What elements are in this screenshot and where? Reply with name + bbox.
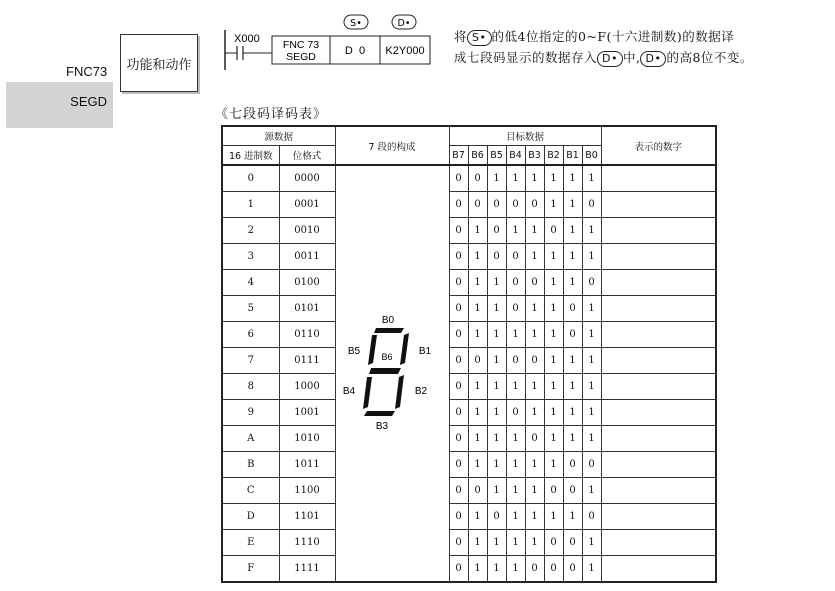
bit-value-cell: 0 bbox=[506, 192, 525, 218]
bit-value-cell: 1 bbox=[506, 530, 525, 556]
table-row bbox=[222, 165, 716, 192]
bit-header: B4 bbox=[506, 146, 525, 166]
bit-value-cell: 1 bbox=[468, 218, 487, 244]
bit-value-cell: 0 bbox=[449, 426, 468, 452]
bit-value-cell: 0 bbox=[468, 478, 487, 504]
seven-segment-diagram bbox=[342, 312, 442, 432]
bit-value-cell: 1 bbox=[468, 426, 487, 452]
bit-value-cell: 0 bbox=[525, 270, 544, 296]
bit-value-cell: 1 bbox=[468, 374, 487, 400]
bit-value-cell: 1 bbox=[468, 504, 487, 530]
bit-value-cell: 1 bbox=[506, 452, 525, 478]
bit-value-cell: 0 bbox=[449, 296, 468, 322]
bit-value-cell: 1 bbox=[525, 530, 544, 556]
bit-value-cell: 1 bbox=[487, 270, 506, 296]
bit-header: B2 bbox=[544, 146, 563, 166]
bit-value-cell: 1 bbox=[487, 374, 506, 400]
bit-value-cell: 1 bbox=[582, 426, 601, 452]
table-row bbox=[222, 504, 716, 530]
bit-value-cell: 1 bbox=[582, 218, 601, 244]
table-row bbox=[222, 400, 716, 426]
bit-value-cell: 1 bbox=[582, 348, 601, 374]
bit-value-cell: 0 bbox=[449, 478, 468, 504]
bit-value-cell: 1 bbox=[468, 322, 487, 348]
display-digit-cell bbox=[601, 452, 716, 478]
bit-value-cell: 0 bbox=[449, 374, 468, 400]
bit-value-cell: 1 bbox=[525, 322, 544, 348]
hex-value-cell: 0 bbox=[222, 165, 279, 192]
bit-header: B1 bbox=[563, 146, 582, 166]
bit-value-cell: 0 bbox=[582, 192, 601, 218]
instruction-description: 将 S• 的低4位指定的0~F(十六进制数)的数据译 成七段码显示的数据存入 D• 中, D• 的高8位不变。 bbox=[454, 29, 753, 65]
bit-header: B6 bbox=[468, 146, 487, 166]
s-operand-badge: S• bbox=[467, 30, 491, 46]
bit-value-cell: 0 bbox=[563, 296, 582, 322]
bit-value-cell: 0 bbox=[563, 322, 582, 348]
bit-value-cell: 0 bbox=[449, 270, 468, 296]
function-box bbox=[120, 34, 198, 92]
source-operand: D 0 bbox=[344, 45, 366, 57]
bit-value-cell: 0 bbox=[487, 244, 506, 270]
seven-segment-table bbox=[221, 125, 717, 583]
hex-value-cell: C bbox=[222, 478, 279, 504]
bit-value-cell: 1 bbox=[544, 270, 563, 296]
display-digit-cell bbox=[601, 192, 716, 218]
bit-value-cell: 1 bbox=[582, 374, 601, 400]
bit-value-cell: 1 bbox=[544, 374, 563, 400]
bit-value-cell: 1 bbox=[544, 426, 563, 452]
bit-value-cell: 0 bbox=[582, 504, 601, 530]
bit-value-cell: 0 bbox=[468, 348, 487, 374]
segment-b6 bbox=[369, 368, 401, 374]
bit-value-cell: 1 bbox=[487, 426, 506, 452]
bit-value-cell: 1 bbox=[525, 400, 544, 426]
table-row bbox=[222, 270, 716, 296]
table-row bbox=[222, 478, 716, 504]
table-row bbox=[222, 426, 716, 452]
bit-value-cell: 0 bbox=[468, 165, 487, 192]
bit-value-cell: 1 bbox=[563, 426, 582, 452]
display-digit-cell bbox=[601, 165, 716, 192]
hex-value-cell: 3 bbox=[222, 244, 279, 270]
bit-value-cell: 1 bbox=[544, 322, 563, 348]
composition-cell bbox=[335, 165, 449, 582]
bit-value-cell: 1 bbox=[582, 478, 601, 504]
table-row bbox=[222, 348, 716, 374]
hex-value-cell: E bbox=[222, 530, 279, 556]
bit-value-cell: 0 bbox=[506, 296, 525, 322]
hex-value-cell: 6 bbox=[222, 322, 279, 348]
bit-value-cell: 1 bbox=[582, 322, 601, 348]
bit-value-cell: 1 bbox=[487, 322, 506, 348]
table-row bbox=[222, 192, 716, 218]
bit-value-cell: 1 bbox=[487, 296, 506, 322]
segment-b0 bbox=[374, 328, 404, 333]
bit-value-cell: 1 bbox=[563, 218, 582, 244]
bit-format-cell: 1101 bbox=[279, 504, 335, 530]
table-row bbox=[222, 296, 716, 322]
hex-value-cell: A bbox=[222, 426, 279, 452]
display-header: 表示的数字 bbox=[601, 126, 716, 165]
bit-value-cell: 1 bbox=[525, 218, 544, 244]
bit-value-cell: 0 bbox=[449, 556, 468, 583]
bit-value-cell: 1 bbox=[582, 244, 601, 270]
contact-label: X000 bbox=[234, 33, 260, 45]
bit-value-cell: 0 bbox=[449, 348, 468, 374]
bit-value-cell: 1 bbox=[468, 530, 487, 556]
hex-value-cell: 1 bbox=[222, 192, 279, 218]
bit-value-cell: 1 bbox=[468, 452, 487, 478]
bit-value-cell: 0 bbox=[449, 218, 468, 244]
bit-value-cell: 1 bbox=[544, 348, 563, 374]
bit-value-cell: 1 bbox=[506, 218, 525, 244]
table-row bbox=[222, 530, 716, 556]
hex-header: 16 进制数 bbox=[222, 146, 279, 166]
display-digit-cell bbox=[601, 296, 716, 322]
bit-value-cell: 1 bbox=[525, 244, 544, 270]
display-digit-cell bbox=[601, 556, 716, 583]
bit-value-cell: 0 bbox=[544, 556, 563, 583]
bit-value-cell: 0 bbox=[449, 504, 468, 530]
bit-value-cell: 1 bbox=[544, 504, 563, 530]
instruction-code: FNC73 bbox=[66, 64, 108, 79]
bit-value-cell: 0 bbox=[449, 322, 468, 348]
bit-value-cell: 1 bbox=[468, 296, 487, 322]
bit-value-cell: 0 bbox=[544, 478, 563, 504]
bit-value-cell: 1 bbox=[582, 556, 601, 583]
bit-format-cell: 1010 bbox=[279, 426, 335, 452]
bit-format-cell: 0001 bbox=[279, 192, 335, 218]
hex-value-cell: 4 bbox=[222, 270, 279, 296]
bit-value-cell: 1 bbox=[563, 270, 582, 296]
bit-value-cell: 1 bbox=[468, 400, 487, 426]
bit-value-cell: 1 bbox=[487, 478, 506, 504]
display-digit-cell bbox=[601, 270, 716, 296]
hex-value-cell: B bbox=[222, 452, 279, 478]
bit-value-cell: 1 bbox=[544, 400, 563, 426]
hex-value-cell: 2 bbox=[222, 218, 279, 244]
bit-value-cell: 1 bbox=[582, 296, 601, 322]
hex-value-cell: F bbox=[222, 556, 279, 583]
bit-format-cell: 0100 bbox=[279, 270, 335, 296]
bit-value-cell: 1 bbox=[544, 452, 563, 478]
bit-header: B7 bbox=[449, 146, 468, 166]
segment-label-b5: B5 bbox=[347, 346, 361, 357]
bit-value-cell: 0 bbox=[563, 556, 582, 583]
bit-value-cell: 0 bbox=[506, 270, 525, 296]
bit-header: B0 bbox=[582, 146, 601, 166]
dest-operand: K2Y000 bbox=[385, 45, 425, 57]
display-digit-cell bbox=[601, 374, 716, 400]
bit-value-cell: 0 bbox=[449, 244, 468, 270]
display-digit-cell bbox=[601, 504, 716, 530]
segment-label-b4: B4 bbox=[342, 386, 356, 397]
bit-value-cell: 1 bbox=[506, 426, 525, 452]
segment-b5 bbox=[368, 335, 377, 365]
segment-label-b3: B3 bbox=[375, 421, 389, 432]
bit-value-cell: 1 bbox=[525, 165, 544, 192]
bit-value-cell: 1 bbox=[563, 504, 582, 530]
bit-value-cell: 1 bbox=[563, 192, 582, 218]
bit-format-cell: 1100 bbox=[279, 478, 335, 504]
bit-value-cell: 1 bbox=[544, 192, 563, 218]
bit-value-cell: 1 bbox=[544, 165, 563, 192]
display-digit-cell bbox=[601, 530, 716, 556]
bit-format-cell: 1110 bbox=[279, 530, 335, 556]
bit-format-cell: 0011 bbox=[279, 244, 335, 270]
bit-value-cell: 1 bbox=[563, 400, 582, 426]
bit-value-cell: 1 bbox=[544, 244, 563, 270]
bit-value-cell: 0 bbox=[582, 270, 601, 296]
table-row bbox=[222, 452, 716, 478]
bit-value-cell: 1 bbox=[525, 478, 544, 504]
bit-value-cell: 0 bbox=[563, 452, 582, 478]
table-row bbox=[222, 556, 716, 583]
bit-format-cell: 0111 bbox=[279, 348, 335, 374]
display-digit-cell bbox=[601, 244, 716, 270]
instruction-name-tab bbox=[6, 82, 113, 128]
bit-value-cell: 0 bbox=[544, 218, 563, 244]
d-marker: D• bbox=[397, 18, 411, 29]
display-digit-cell bbox=[601, 322, 716, 348]
bit-value-cell: 0 bbox=[544, 530, 563, 556]
composition-header: 7 段的构成 bbox=[335, 126, 449, 165]
bit-value-cell: 1 bbox=[506, 478, 525, 504]
bit-value-cell: 0 bbox=[563, 478, 582, 504]
bit-value-cell: 0 bbox=[487, 504, 506, 530]
bit-value-cell: 1 bbox=[506, 556, 525, 583]
d-operand-badge: D• bbox=[597, 51, 623, 67]
bit-value-cell: 0 bbox=[563, 530, 582, 556]
bit-value-cell: 0 bbox=[449, 452, 468, 478]
hex-value-cell: D bbox=[222, 504, 279, 530]
bit-value-cell: 1 bbox=[487, 556, 506, 583]
contact-symbol bbox=[225, 46, 272, 60]
bit-value-cell: 1 bbox=[525, 504, 544, 530]
bit-value-cell: 1 bbox=[506, 165, 525, 192]
segment-label-b2: B2 bbox=[414, 386, 428, 397]
bit-value-cell: 1 bbox=[563, 348, 582, 374]
bit-value-cell: 1 bbox=[506, 322, 525, 348]
bit-value-cell: 1 bbox=[468, 244, 487, 270]
table-row bbox=[222, 244, 716, 270]
bit-value-cell: 1 bbox=[525, 374, 544, 400]
table-row bbox=[222, 374, 716, 400]
bit-format-cell: 0000 bbox=[279, 165, 335, 192]
bit-header: B3 bbox=[525, 146, 544, 166]
bit-value-cell: 1 bbox=[525, 452, 544, 478]
hex-value-cell: 5 bbox=[222, 296, 279, 322]
table-title: 《七段码译码表》 bbox=[215, 107, 328, 122]
bit-value-cell: 0 bbox=[449, 192, 468, 218]
display-digit-cell bbox=[601, 478, 716, 504]
ladder-diagram bbox=[222, 12, 432, 72]
hex-value-cell: 7 bbox=[222, 348, 279, 374]
bit-value-cell: 1 bbox=[487, 400, 506, 426]
source-data-header: 源数据 bbox=[222, 126, 335, 146]
bit-value-cell: 0 bbox=[487, 218, 506, 244]
bit-value-cell: 1 bbox=[582, 400, 601, 426]
bit-value-cell: 1 bbox=[506, 374, 525, 400]
segment-label-b6: B6 bbox=[381, 352, 393, 362]
bit-format-cell: 1011 bbox=[279, 452, 335, 478]
segment-b2 bbox=[395, 375, 404, 409]
bit-value-cell: 0 bbox=[449, 165, 468, 192]
segment-label-b1: B1 bbox=[418, 346, 432, 357]
bit-value-cell: 0 bbox=[449, 400, 468, 426]
table-row bbox=[222, 322, 716, 348]
bit-value-cell: 1 bbox=[563, 374, 582, 400]
d-operand-badge: D• bbox=[640, 51, 666, 67]
bit-value-cell: 1 bbox=[544, 296, 563, 322]
hex-value-cell: 8 bbox=[222, 374, 279, 400]
segment-b3 bbox=[364, 411, 395, 416]
fnc-number: FNC 73 bbox=[282, 39, 320, 51]
bit-value-cell: 0 bbox=[449, 530, 468, 556]
target-data-header: 目标数据 bbox=[449, 126, 601, 146]
segment-b1 bbox=[400, 333, 409, 365]
bit-format-cell: 1111 bbox=[279, 556, 335, 583]
bit-format-cell: 1000 bbox=[279, 374, 335, 400]
bit-value-cell: 1 bbox=[563, 165, 582, 192]
function-box-label: 功能和动作 bbox=[126, 57, 192, 73]
bit-value-cell: 0 bbox=[525, 192, 544, 218]
bit-value-cell: 0 bbox=[525, 348, 544, 374]
segment-b4 bbox=[363, 377, 372, 409]
instruction-name: SEGD bbox=[70, 94, 107, 109]
bit-value-cell: 0 bbox=[525, 556, 544, 583]
bit-format-cell: 0101 bbox=[279, 296, 335, 322]
bit-value-cell: 1 bbox=[582, 165, 601, 192]
bit-value-cell: 0 bbox=[525, 426, 544, 452]
hex-value-cell: 9 bbox=[222, 400, 279, 426]
bit-value-cell: 0 bbox=[487, 192, 506, 218]
display-digit-cell bbox=[601, 218, 716, 244]
display-digit-cell bbox=[601, 400, 716, 426]
bit-format-cell: 1001 bbox=[279, 400, 335, 426]
bit-format-cell: 0110 bbox=[279, 322, 335, 348]
bit-value-cell: 0 bbox=[506, 348, 525, 374]
segment-label-b0: B0 bbox=[381, 315, 395, 326]
bit-value-cell: 1 bbox=[487, 530, 506, 556]
table-row bbox=[222, 218, 716, 244]
bit-value-cell: 1 bbox=[487, 165, 506, 192]
display-digit-cell bbox=[601, 348, 716, 374]
display-digit-cell bbox=[601, 426, 716, 452]
bit-value-cell: 1 bbox=[468, 270, 487, 296]
bit-value-cell: 0 bbox=[582, 452, 601, 478]
bit-header: B5 bbox=[487, 146, 506, 166]
s-marker: S• bbox=[350, 18, 362, 29]
bit-value-cell: 0 bbox=[506, 400, 525, 426]
bit-value-cell: 1 bbox=[563, 244, 582, 270]
bit-value-cell: 0 bbox=[468, 192, 487, 218]
bit-format-cell: 0010 bbox=[279, 218, 335, 244]
bit-value-cell: 1 bbox=[468, 556, 487, 583]
bit-value-cell: 1 bbox=[506, 504, 525, 530]
fnc-mnemonic: SEGD bbox=[286, 51, 316, 63]
bit-value-cell: 1 bbox=[525, 296, 544, 322]
bit-value-cell: 0 bbox=[506, 244, 525, 270]
bit-value-cell: 1 bbox=[487, 348, 506, 374]
bit-format-header: 位格式 bbox=[279, 146, 335, 166]
bit-value-cell: 1 bbox=[487, 452, 506, 478]
bit-value-cell: 1 bbox=[582, 530, 601, 556]
